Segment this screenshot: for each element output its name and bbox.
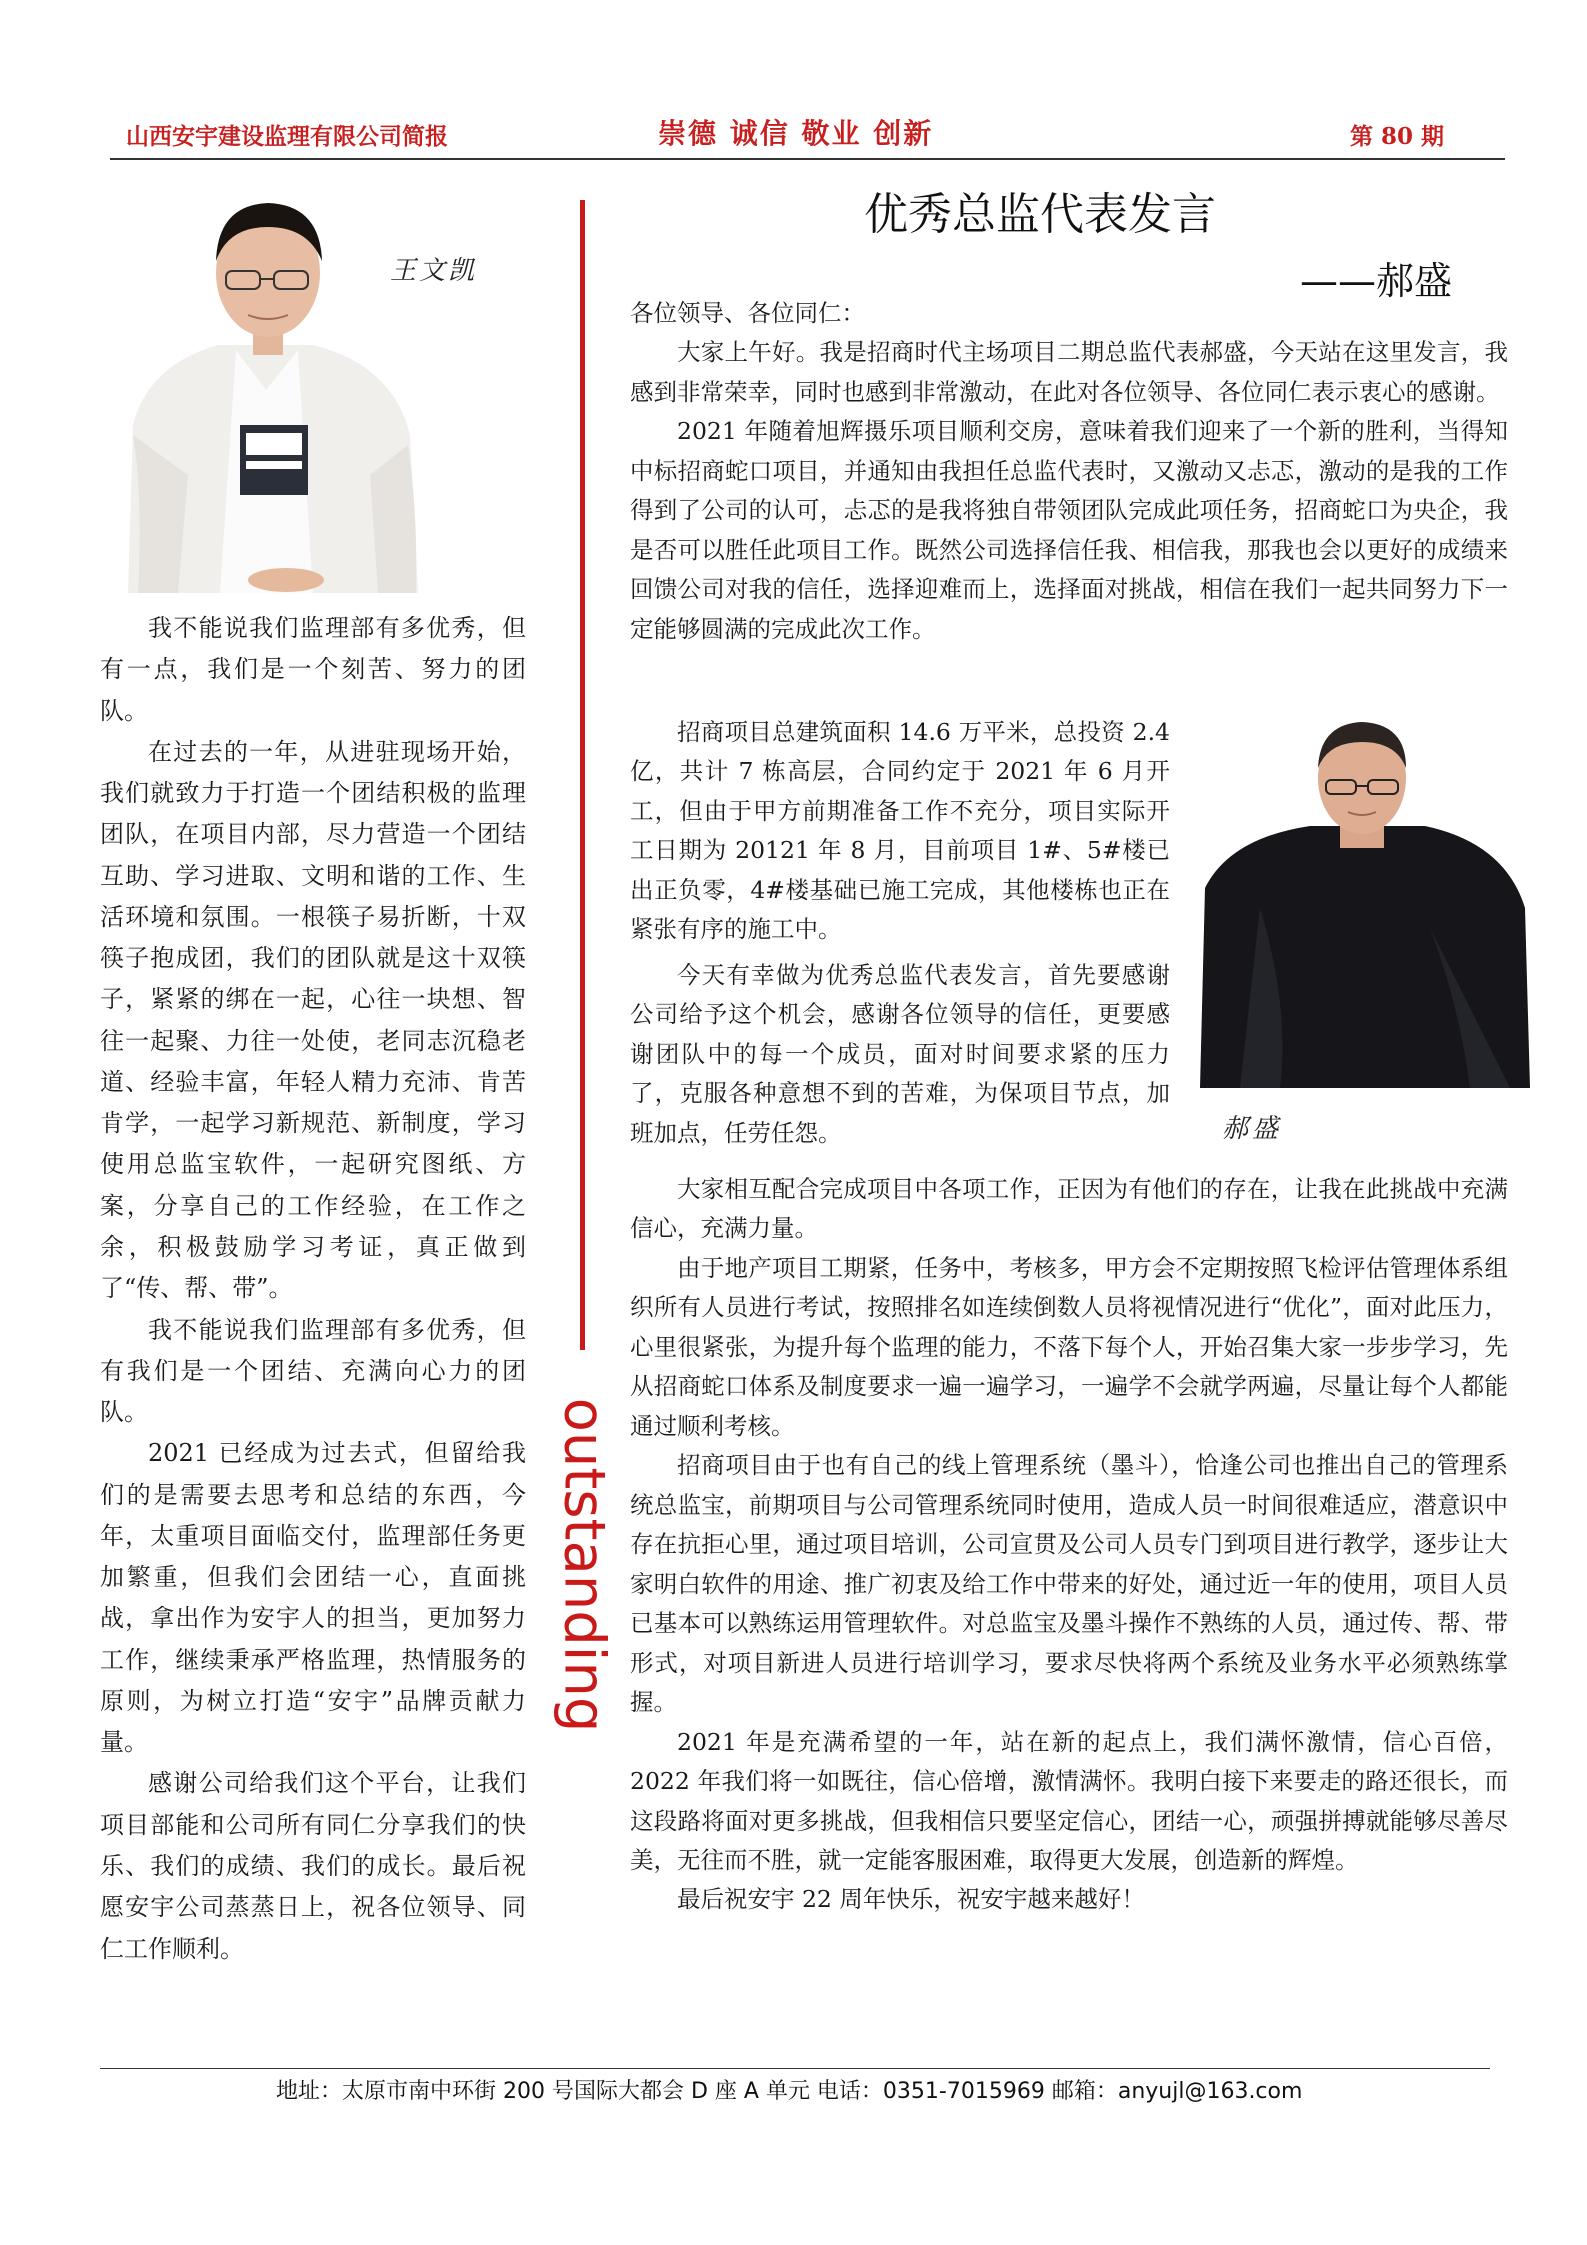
article-paragraph: 今天有幸做为优秀总监代表发言，首先要感谢公司给予这个机会，感谢各位领导的信任，更要感谢团队中的每一个成员，面对时间要求紧的压力了，克服各种意想不到的苦难，为保项目节点，加班加点，任劳任怨。	[630, 960, 1170, 1147]
article-middle	[630, 713, 1170, 1153]
vertical-divider	[580, 200, 585, 1350]
article-paragraph: 招商项目由于也有自己的线上管理系统（墨斗），恰逢公司也推出自己的管理系统总监宝，前期项目与公司管理系统同时使用，造成人员一时间很难适应，潜意识中存在抗拒心里，通过项目培训，公司宣贯及公司人员专门到项目进行教学，逐步让大家明白软件的用途、推广初衷及给工作中带来的好处，通过近一年的使用，项目人员已基本可以熟练运用管理软件。对总监宝及墨斗操作不熟练的人员，通过传、帮、带形式，对项目新进人员进行培训学习，要求尽快将两个系统及业务水平必须熟练掌握。	[630, 1451, 1508, 1717]
article-paragraph: 招商项目总建筑面积 14.6 万平米，总投资 2.4 亿，共计 7 栋高层，合同约定于 2021 年 6 月开工，但由于甲方前期准备工作不充分，项目实际开工日期为 20121 年 8 月，目前项目 1#、5#楼已出正负零，4#楼基础已施工完成，其他楼栋也正在紧张有序的施工中。	[630, 718, 1170, 944]
article-paragraph: 2021 年是充满希望的一年，站在新的起点上，我们满怀激情，信心百倍，2022 年我们将一如既往，信心倍增，激情满怀。我明白接下来要走的路还很长，而这段路将面对更多挑战，但我相信只要坚定信心，团结一心，顽强拼搏就能够尽善尽美，无往而不胜，就一定能客服困难，取得更大发展，创造新的辉煌。	[630, 1727, 1508, 1874]
left-paragraph: 我不能说我们监理部有多优秀，但有我们是一个团结、充满向心力的团队。	[100, 1315, 526, 1427]
left-paragraph: 感谢公司给我们这个平台，让我们项目部能和公司所有同仁分享我们的快乐、我们的成绩、我们的成长。最后祝愿安宇公司蒸蒸日上，祝各位领导、同仁工作顺利。	[100, 1769, 526, 1963]
footer-contact: 地址：太原市南中环街 200 号国际大都会 D 座 A 单元 电话：0351-7015969 邮箱：anyujl@163.com	[276, 2079, 1303, 2104]
footer-rule	[100, 2068, 1490, 2069]
signature-wang: 王文凯	[390, 256, 478, 286]
article-title: 优秀总监代表发言	[864, 189, 1216, 240]
left-column-text	[100, 608, 526, 1970]
vertical-word-text: outstanding	[551, 1397, 617, 1733]
left-paragraph: 我不能说我们监理部有多优秀，但有一点，我们是一个刻苦、努力的团队。	[100, 614, 526, 725]
article-paragraph: 最后祝安宇 22 周年快乐，祝安宇越来越好！	[677, 1885, 1145, 1914]
signature-hao: 郝盛	[1222, 1114, 1283, 1144]
photo-wang	[108, 175, 426, 593]
salutation: 各位领导、各位同仁：	[630, 299, 865, 327]
photo-hao	[1200, 708, 1530, 1088]
article-paragraph: 大家上午好。我是招商时代主场项目二期总监代表郝盛，今天站在这里发言，我感到非常荣幸，同时也感到非常激动，在此对各位领导、各位同仁表示衷心的感谢。	[630, 338, 1508, 406]
left-paragraph: 2021 已经成为过去式，但留给我们的是需要去思考和总结的东西，今年，太重项目面临交付，监理部任务更加繁重，但我们会团结一心，直面挑战，拿出作为安宇人的担当，更加努力工作，继续秉承严格监理，热情服务的原则，为树立打造“安宇”品牌贡献力量。	[100, 1439, 526, 1757]
header-org: 山西安宇建设监理有限公司简报	[126, 123, 448, 150]
left-paragraph: 在过去的一年，从进驻现场开始，我们就致力于打造一个团结积极的监理团队，在项目内部，尽力营造一个团结互助、学习进取、文明和谐的工作、生活环境和氛围。一根筷子易折断，十双筷子抱成团，我们的团队就是这十双筷子，紧紧的绑在一起，心往一块想、智往一起聚、力往一处使，老同志沉稳老道、经验丰富，年轻人精力充沛、肯苦肯学，一起学习新规范、新制度，学习使用总监宝软件，一起研究图纸、方案，分享自己的工作经验，在工作之余，积极鼓励学习考证，真正做到了“传、帮、带”。	[100, 737, 526, 1303]
header-rule	[110, 158, 1505, 160]
vertical-word	[551, 1380, 617, 1750]
article-paragraph: 大家相互配合完成项目中各项工作，正因为有他们的存在，让我在此挑战中充满信心，充满力量。	[630, 1175, 1508, 1243]
header-motto: 崇德 诚信 敬业 创新	[658, 117, 934, 150]
article-paragraph: 由于地产项目工期紧，任务中，考核多，甲方会不定期按照飞检评估管理体系组织所有人员进行考试，按照排名如连续倒数人员将视情况进行“优化”，面对此压力，心里很紧张，为提升每个监理的能力，不落下每个人，开始召集大家一步步学习，先从招商蛇口体系及制度要求一遍一遍学习，一遍学不会就学两遍，尽量让每个人都能通过顺利考核。	[630, 1253, 1508, 1440]
article-bottom	[630, 1170, 1508, 1920]
article-paragraph: 2021 年随着旭辉摄乐项目顺利交房，意味着我们迎来了一个新的胜利，当得知中标招商蛇口项目，并通知由我担任总监代表时，又激动又忐忑，激动的是我的工作得到了公司的认可，忐忑的是我将独自带领团队完成此项任务，招商蛇口为央企，我是否可以胜任此项目工作。既然公司选择信任我、相信我，那我也会以更好的成绩来回馈公司对我的信任，选择迎难而上，选择面对挑战，相信在我们一起共同努力下一定能够圆满的完成此次工作。	[630, 417, 1508, 643]
article-top	[630, 294, 1508, 649]
article-author: ——郝盛	[1300, 259, 1453, 303]
header-issue: 第 80 期	[1350, 123, 1445, 150]
